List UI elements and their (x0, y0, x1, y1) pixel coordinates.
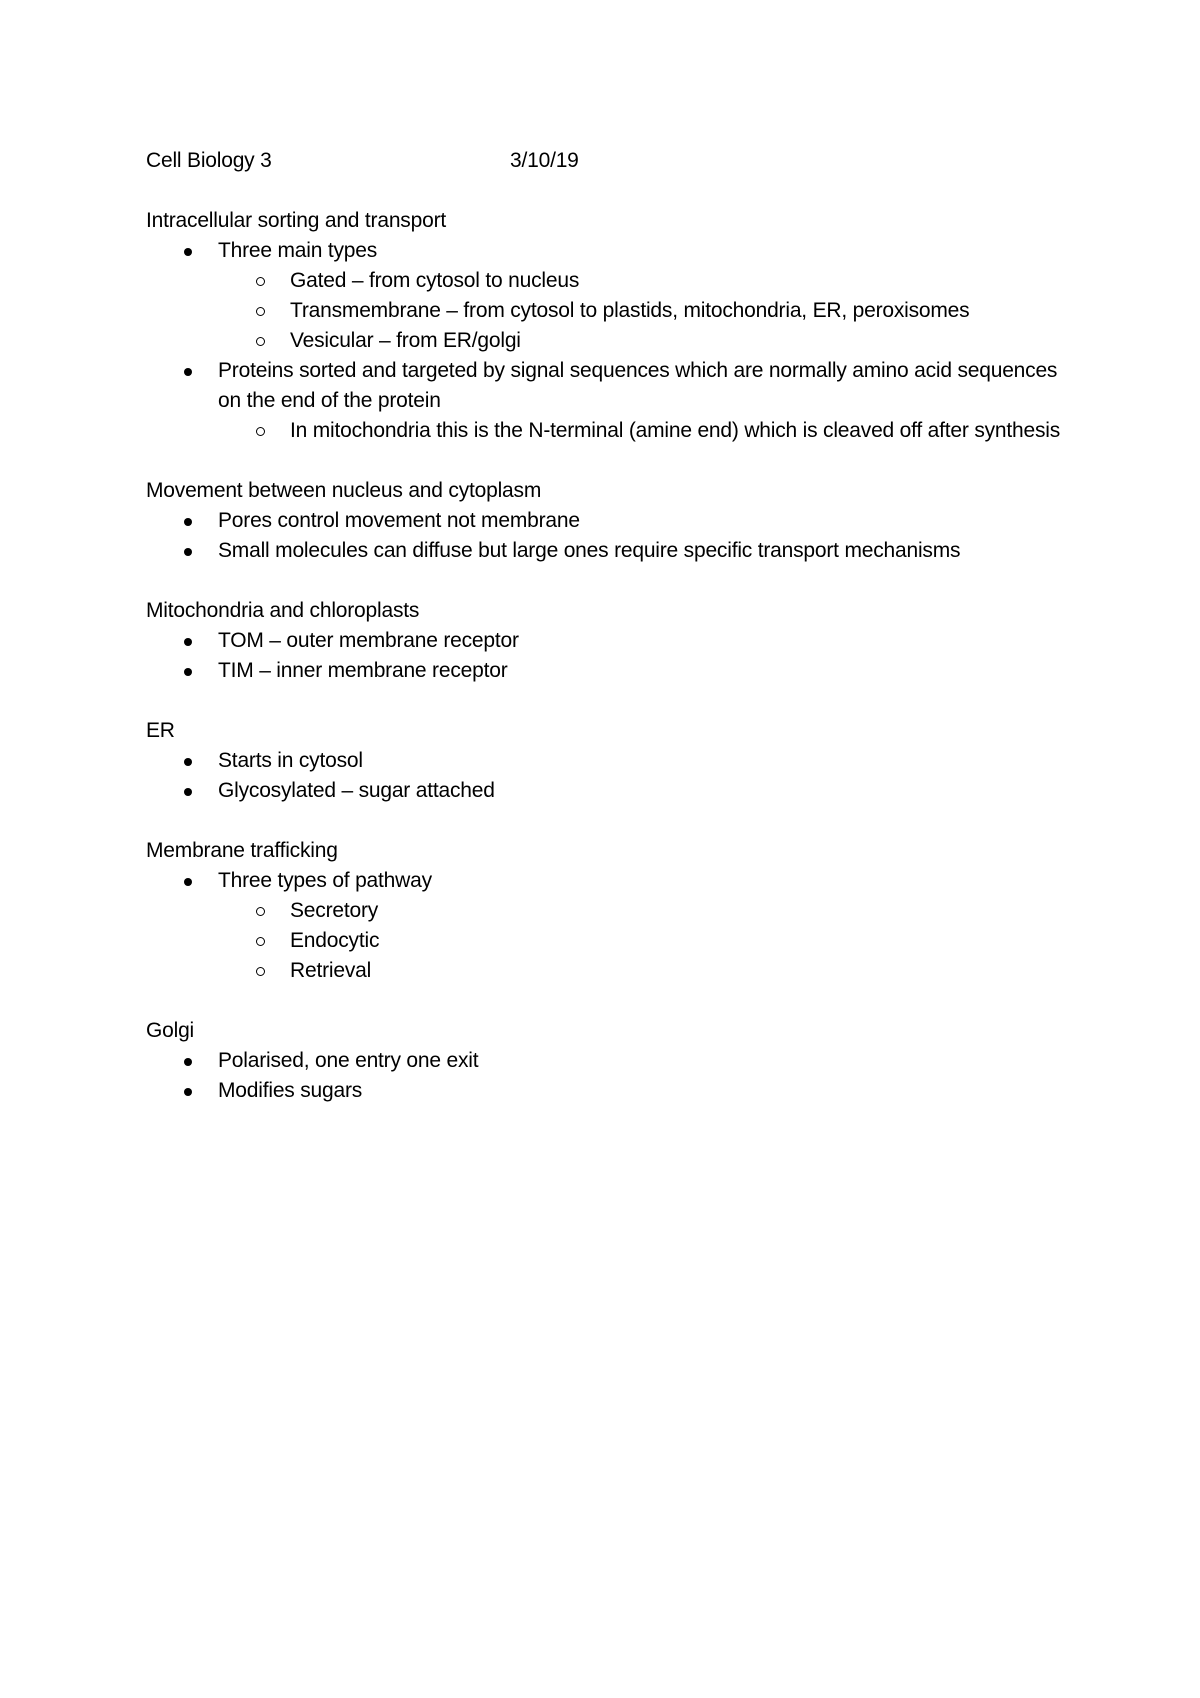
sub-list-item (146, 896, 1066, 926)
hollow-bullet-icon (256, 427, 265, 436)
section-golgi (146, 1016, 1066, 1106)
sub-list-item-text: Transmembrane – from cytosol to plastids, mitochondria, ER, peroxisomes (290, 299, 970, 322)
list-item-text: Three types of pathway (218, 869, 432, 892)
bullet-icon (184, 668, 192, 676)
section-heading: ER (146, 719, 175, 742)
list-item (146, 1046, 1066, 1076)
bullet-icon (184, 518, 192, 526)
sub-list-item-text: In mitochondria this is the N-terminal (amine end) which is cleaved off after synthesis (290, 419, 1061, 442)
sub-list-item (146, 956, 1066, 986)
list-item-text: Pores control movement not membrane (218, 509, 580, 532)
bullet-icon (184, 758, 192, 766)
section-heading: Golgi (146, 1019, 195, 1042)
sub-list-item (146, 926, 1066, 956)
bullet-icon (184, 368, 192, 376)
bullet-icon (184, 1088, 192, 1096)
bullet-icon (184, 878, 192, 886)
sub-list-item-text: Gated – from cytosol to nucleus (290, 269, 580, 292)
section-heading: Mitochondria and chloroplasts (146, 599, 420, 622)
list-item (146, 1076, 1066, 1106)
list-item-text: Modifies sugars (218, 1079, 363, 1102)
section-membrane-trafficking (146, 836, 1066, 986)
list-item-text: Small molecules can diffuse but large ones require specific transport mechanisms (218, 539, 961, 562)
list-item-text: Three main types (218, 239, 378, 262)
sub-list-item (146, 326, 1066, 356)
sub-list-item (146, 266, 1066, 296)
bullet-icon (184, 248, 192, 256)
bullet-list (146, 506, 1066, 566)
bullet-list (146, 866, 1066, 986)
list-item-text: TOM – outer membrane receptor (218, 629, 519, 652)
section-intracellular-sorting (146, 206, 1066, 446)
section-nucleus-cytoplasm (146, 476, 1066, 566)
list-item-text: Proteins sorted and targeted by signal sequences which are normally amino acid sequences on the end of the protein (218, 359, 1058, 412)
list-item (146, 866, 1066, 986)
sub-list (218, 896, 1066, 986)
list-item (146, 536, 1066, 566)
bullet-icon (184, 788, 192, 796)
bullet-icon (184, 1058, 192, 1066)
section-heading: Movement between nucleus and cytoplasm (146, 479, 542, 502)
document-body (146, 146, 1066, 1106)
section-heading: Membrane trafficking (146, 839, 338, 862)
hollow-bullet-icon (256, 307, 265, 316)
sub-list-item-text: Vesicular – from ER/golgi (290, 329, 521, 352)
bullet-list (146, 746, 1066, 806)
section-mitochondria-chloroplasts (146, 596, 1066, 686)
hollow-bullet-icon (256, 967, 265, 976)
section-er (146, 716, 1066, 806)
list-item (146, 746, 1066, 776)
list-item-text: Glycosylated – sugar attached (218, 779, 495, 802)
list-item (146, 356, 1066, 446)
bullet-list (146, 626, 1066, 686)
document-date: 3/10/19 (510, 149, 579, 172)
hollow-bullet-icon (256, 907, 265, 916)
hollow-bullet-icon (256, 937, 265, 946)
hollow-bullet-icon (256, 337, 265, 346)
list-item (146, 656, 1066, 686)
list-item (146, 626, 1066, 656)
list-item (146, 506, 1066, 536)
list-item (146, 236, 1066, 356)
sub-list-item-text: Secretory (290, 899, 379, 922)
bullet-icon (184, 638, 192, 646)
bullet-list (146, 236, 1066, 446)
sub-list-item (146, 296, 1066, 326)
list-item (146, 776, 1066, 806)
section-heading: Intracellular sorting and transport (146, 209, 446, 232)
bullet-list (146, 1046, 1066, 1106)
bullet-icon (184, 548, 192, 556)
sub-list-item (146, 416, 1066, 446)
hollow-bullet-icon (256, 277, 265, 286)
sub-list-item-text: Endocytic (290, 929, 380, 952)
sub-list-item-text: Retrieval (290, 959, 372, 982)
document-title: Cell Biology 3 (146, 149, 272, 172)
sub-list (218, 416, 1066, 446)
sub-list (218, 266, 1066, 356)
list-item-text: TIM – inner membrane receptor (218, 659, 508, 682)
list-item-text: Polarised, one entry one exit (218, 1049, 479, 1072)
list-item-text: Starts in cytosol (218, 749, 363, 772)
document-header (146, 146, 1066, 176)
